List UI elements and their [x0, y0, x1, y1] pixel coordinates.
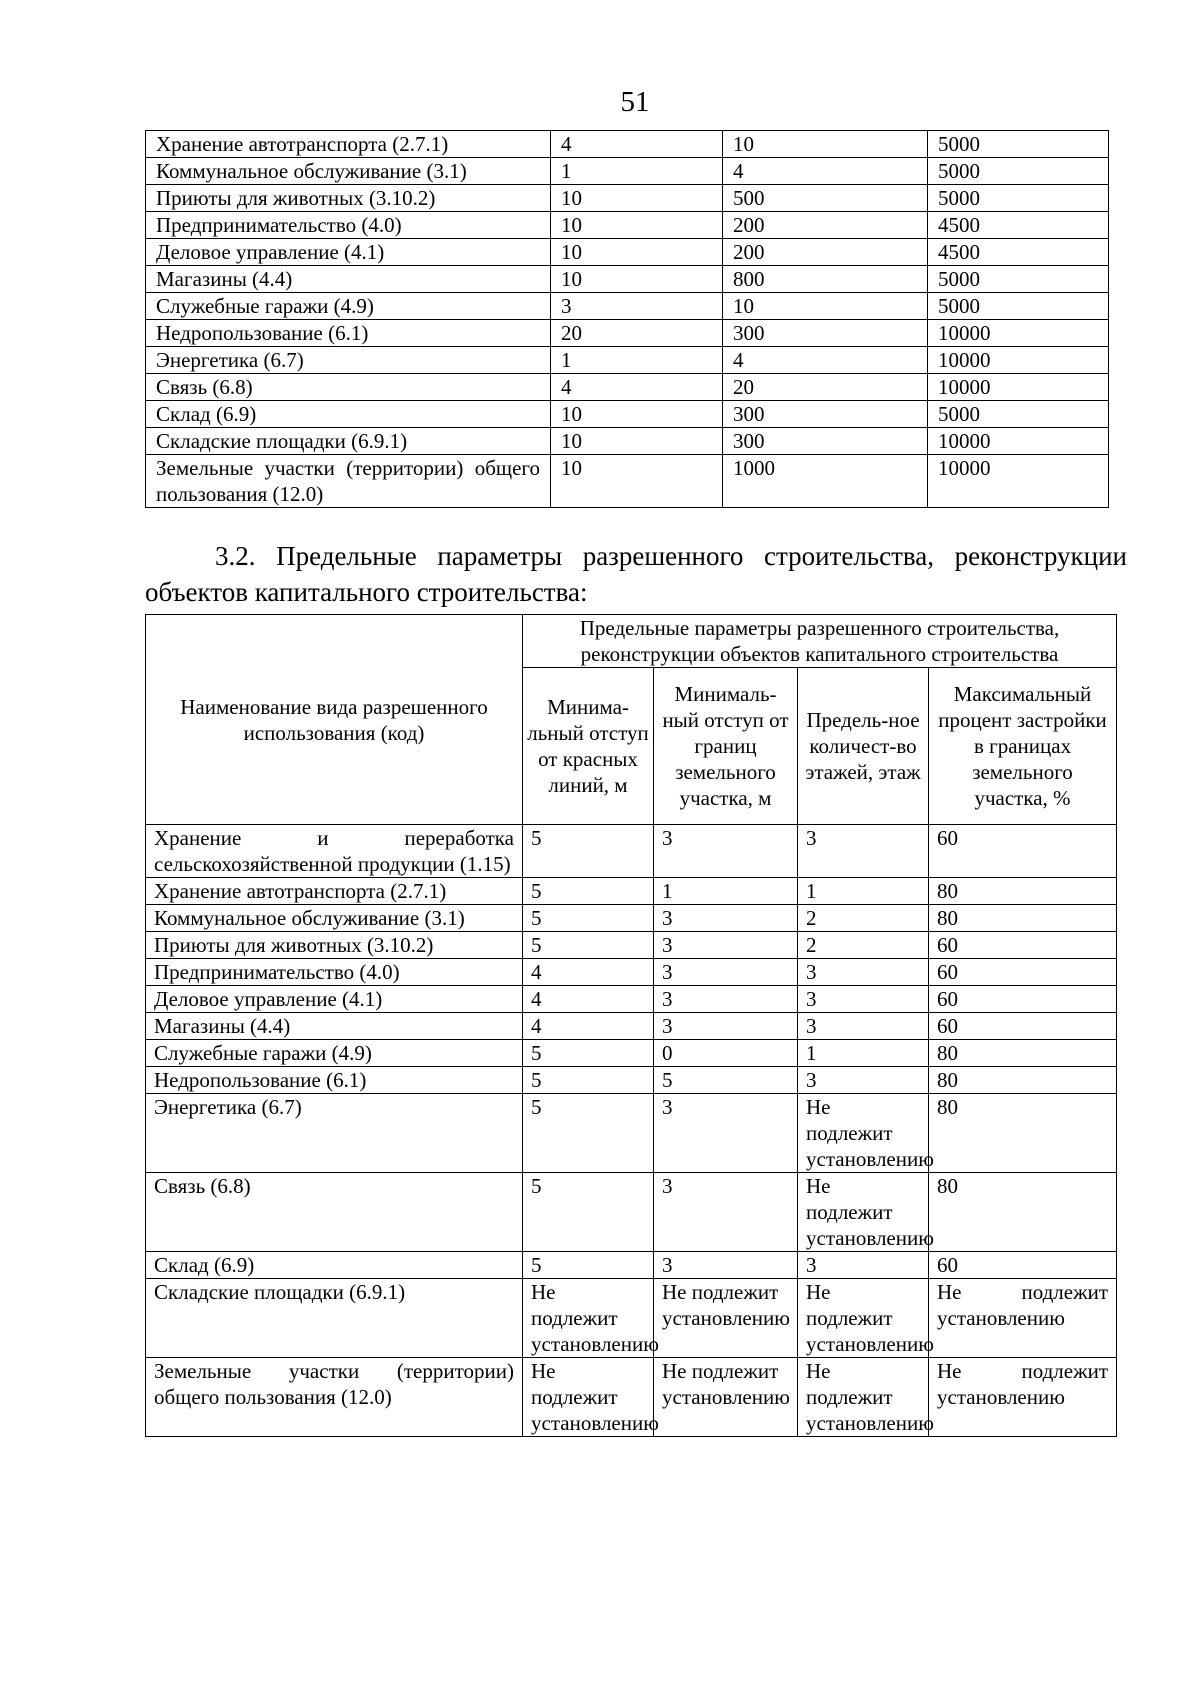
value-cell: 500 [723, 185, 928, 212]
table-row [146, 986, 1117, 1013]
value-cell: 1 [551, 347, 723, 374]
land-use-name-cell: Предпринимательство (4.0) [146, 212, 551, 239]
parameter-cell: 5 [523, 1067, 654, 1094]
table-row [146, 374, 1109, 401]
table-row [146, 428, 1109, 455]
parameter-cell: 60 [929, 1013, 1117, 1040]
value-cell: 10000 [928, 347, 1109, 374]
table-row [146, 905, 1117, 932]
table-row [146, 347, 1109, 374]
parameter-cell: 1 [798, 878, 929, 905]
land-use-name-cell: Деловое управление (4.1) [146, 239, 551, 266]
table-row [146, 959, 1117, 986]
table-row [146, 320, 1109, 347]
land-use-name-cell: Складские площадки (6.9.1) [146, 1279, 523, 1358]
table-row [146, 1173, 1117, 1252]
parameter-cell: 5 [523, 1252, 654, 1279]
land-use-name-cell: Земельные участки (территории) общего пользования (12.0) [146, 1358, 523, 1437]
parameter-cell: 3 [654, 932, 798, 959]
value-cell: 4 [723, 158, 928, 185]
parameter-cell: Не подлежит установлению [523, 1279, 654, 1358]
table-row [146, 1040, 1117, 1067]
parameter-cell: 80 [929, 878, 1117, 905]
parameter-cell: Не подлежит установлению [654, 1279, 798, 1358]
value-cell: 10000 [928, 320, 1109, 347]
parameter-cell: 3 [654, 986, 798, 1013]
section-heading [145, 538, 1127, 610]
land-use-name-cell: Склад (6.9) [146, 401, 551, 428]
header-min-offset-red-lines: Минима-льный отступ от красных линий, м [523, 668, 654, 825]
land-use-name-cell: Связь (6.8) [146, 374, 551, 401]
parameter-cell: 3 [798, 1067, 929, 1094]
construction-parameters-table [145, 614, 1117, 1437]
value-cell: 5000 [928, 158, 1109, 185]
parameter-cell: Не подлежит установлению [523, 1358, 654, 1437]
parameter-cell: Не подлежит установлению [929, 1279, 1117, 1358]
parameter-cell: 60 [929, 986, 1117, 1013]
land-use-name-cell: Деловое управление (4.1) [146, 986, 523, 1013]
parameter-cell: 60 [929, 959, 1117, 986]
value-cell: 10 [551, 428, 723, 455]
parameter-cell: 1 [798, 1040, 929, 1067]
value-cell: 10 [551, 212, 723, 239]
parameter-cell: 5 [523, 905, 654, 932]
header-min-offset-plot-borders: Минималь-ный отступ от границ земельного участка, м [654, 668, 798, 825]
value-cell: 4500 [928, 212, 1109, 239]
table-row [146, 1279, 1117, 1358]
land-use-name-cell: Служебные гаражи (4.9) [146, 293, 551, 320]
value-cell: 10 [551, 239, 723, 266]
table-row [146, 878, 1117, 905]
land-use-name-cell: Приюты для животных (3.10.2) [146, 932, 523, 959]
land-use-name-cell: Хранение автотранспорта (2.7.1) [146, 131, 551, 158]
value-cell: 5000 [928, 293, 1109, 320]
land-use-name-cell: Хранение автотранспорта (2.7.1) [146, 878, 523, 905]
parameter-cell: 80 [929, 1173, 1117, 1252]
group-header: Предельные параметры разрешенного строительства, реконструкции объектов капитального строительства [523, 615, 1117, 668]
parameter-cell: 5 [523, 1173, 654, 1252]
parameter-cell: 60 [929, 825, 1117, 878]
value-cell: 300 [723, 320, 928, 347]
table-row [146, 158, 1109, 185]
parameter-cell: 3 [654, 825, 798, 878]
parameter-cell: Не подлежит установлению [929, 1358, 1117, 1437]
land-use-name-cell: Магазины (4.4) [146, 266, 551, 293]
land-use-name-cell: Служебные гаражи (4.9) [146, 1040, 523, 1067]
value-cell: 300 [723, 401, 928, 428]
parameter-cell: 5 [523, 878, 654, 905]
parameter-cell: 2 [798, 932, 929, 959]
col-name-header: Наименование вида разрешенного использования (код) [146, 615, 523, 825]
value-cell: 4 [723, 347, 928, 374]
header-max-building-percent: Максимальный процент застройки в границах земельного участка, % [929, 668, 1117, 825]
section-heading-text: 3.2. Предельные параметры разрешенного строительства, реконструкции объектов капитального строительства: [145, 541, 1127, 607]
parameter-cell: 3 [654, 1252, 798, 1279]
parameter-cell: 3 [798, 986, 929, 1013]
parameter-cell: 80 [929, 1094, 1117, 1173]
parameter-cell: 3 [654, 1094, 798, 1173]
value-cell: 5000 [928, 185, 1109, 212]
value-cell: 20 [723, 374, 928, 401]
table-row [146, 1358, 1117, 1437]
parameter-cell: 5 [523, 932, 654, 959]
parameter-cell: 4 [523, 1013, 654, 1040]
value-cell: 3 [551, 293, 723, 320]
parameter-cell: Не подлежит установлению [798, 1279, 929, 1358]
parameter-cell: 3 [798, 1252, 929, 1279]
parameter-cell: 3 [654, 1013, 798, 1040]
table-row [146, 293, 1109, 320]
table-row [146, 932, 1117, 959]
land-use-name-cell: Складские площадки (6.9.1) [146, 428, 551, 455]
parameter-cell: 3 [798, 959, 929, 986]
land-use-name-cell: Приюты для животных (3.10.2) [146, 185, 551, 212]
parameter-cell: 0 [654, 1040, 798, 1067]
land-use-name-cell: Склад (6.9) [146, 1252, 523, 1279]
value-cell: 200 [723, 239, 928, 266]
value-cell: 5000 [928, 401, 1109, 428]
value-cell: 1 [551, 158, 723, 185]
parameter-cell: 3 [798, 1013, 929, 1040]
land-plot-size-table [145, 130, 1109, 508]
value-cell: 5000 [928, 266, 1109, 293]
table-row [146, 1252, 1117, 1279]
value-cell: 300 [723, 428, 928, 455]
land-use-name-cell: Энергетика (6.7) [146, 347, 551, 374]
value-cell: 20 [551, 320, 723, 347]
value-cell: 4500 [928, 239, 1109, 266]
parameter-cell: 3 [654, 1173, 798, 1252]
land-use-name-cell: Хранение и переработка сельскохозяйственной продукции (1.15) [146, 825, 523, 878]
land-use-name-cell: Связь (6.8) [146, 1173, 523, 1252]
value-cell: 10 [723, 293, 928, 320]
table-row [146, 266, 1109, 293]
page-number: 51 [620, 86, 650, 118]
parameter-cell: 5 [654, 1067, 798, 1094]
parameter-cell: 2 [798, 905, 929, 932]
value-cell: 10000 [928, 455, 1109, 508]
value-cell: 200 [723, 212, 928, 239]
parameter-cell: Не подлежит установлению [798, 1358, 929, 1437]
table-row [146, 239, 1109, 266]
parameter-cell: 5 [523, 825, 654, 878]
value-cell: 4 [551, 131, 723, 158]
table-row [146, 212, 1109, 239]
value-cell: 10 [551, 455, 723, 508]
value-cell: 10 [551, 401, 723, 428]
parameter-cell: 4 [523, 959, 654, 986]
table-row [146, 401, 1109, 428]
table-row [146, 455, 1109, 508]
parameter-cell: Не подлежит установлению [654, 1358, 798, 1437]
parameter-cell: 5 [523, 1040, 654, 1067]
parameter-cell: 3 [654, 959, 798, 986]
value-cell: 5000 [928, 131, 1109, 158]
land-use-name-cell: Недропользование (6.1) [146, 1067, 523, 1094]
value-cell: 10 [723, 131, 928, 158]
land-use-name-cell: Недропользование (6.1) [146, 320, 551, 347]
table-row [146, 131, 1109, 158]
parameter-cell: 60 [929, 1252, 1117, 1279]
value-cell: 4 [551, 374, 723, 401]
land-use-name-cell: Энергетика (6.7) [146, 1094, 523, 1173]
table-row [146, 825, 1117, 878]
parameter-cell: 80 [929, 905, 1117, 932]
parameter-cell: 60 [929, 932, 1117, 959]
table-row [146, 1094, 1117, 1173]
land-use-name-cell: Коммунальное обслуживание (3.1) [146, 158, 551, 185]
parameter-cell: 4 [523, 986, 654, 1013]
parameter-cell: 3 [798, 825, 929, 878]
value-cell: 10 [551, 266, 723, 293]
value-cell: 10000 [928, 374, 1109, 401]
table-row [146, 1067, 1117, 1094]
parameter-cell: 80 [929, 1067, 1117, 1094]
table-row [146, 185, 1109, 212]
parameter-cell: Не подлежит установлению [798, 1094, 929, 1173]
land-use-name-cell: Земельные участки (территории) общего пользования (12.0) [146, 455, 551, 508]
value-cell: 10000 [928, 428, 1109, 455]
land-use-name-cell: Магазины (4.4) [146, 1013, 523, 1040]
value-cell: 1000 [723, 455, 928, 508]
table-row [146, 1013, 1117, 1040]
value-cell: 10 [551, 185, 723, 212]
parameter-cell: 3 [654, 905, 798, 932]
parameter-cell: 80 [929, 1040, 1117, 1067]
parameter-cell: 5 [523, 1094, 654, 1173]
parameter-cell: Не подлежит установлению [798, 1173, 929, 1252]
value-cell: 800 [723, 266, 928, 293]
header-max-floors: Предель-ное количест-во этажей, этаж [798, 668, 929, 825]
land-use-name-cell: Коммунальное обслуживание (3.1) [146, 905, 523, 932]
land-use-name-cell: Предпринимательство (4.0) [146, 959, 523, 986]
parameter-cell: 1 [654, 878, 798, 905]
